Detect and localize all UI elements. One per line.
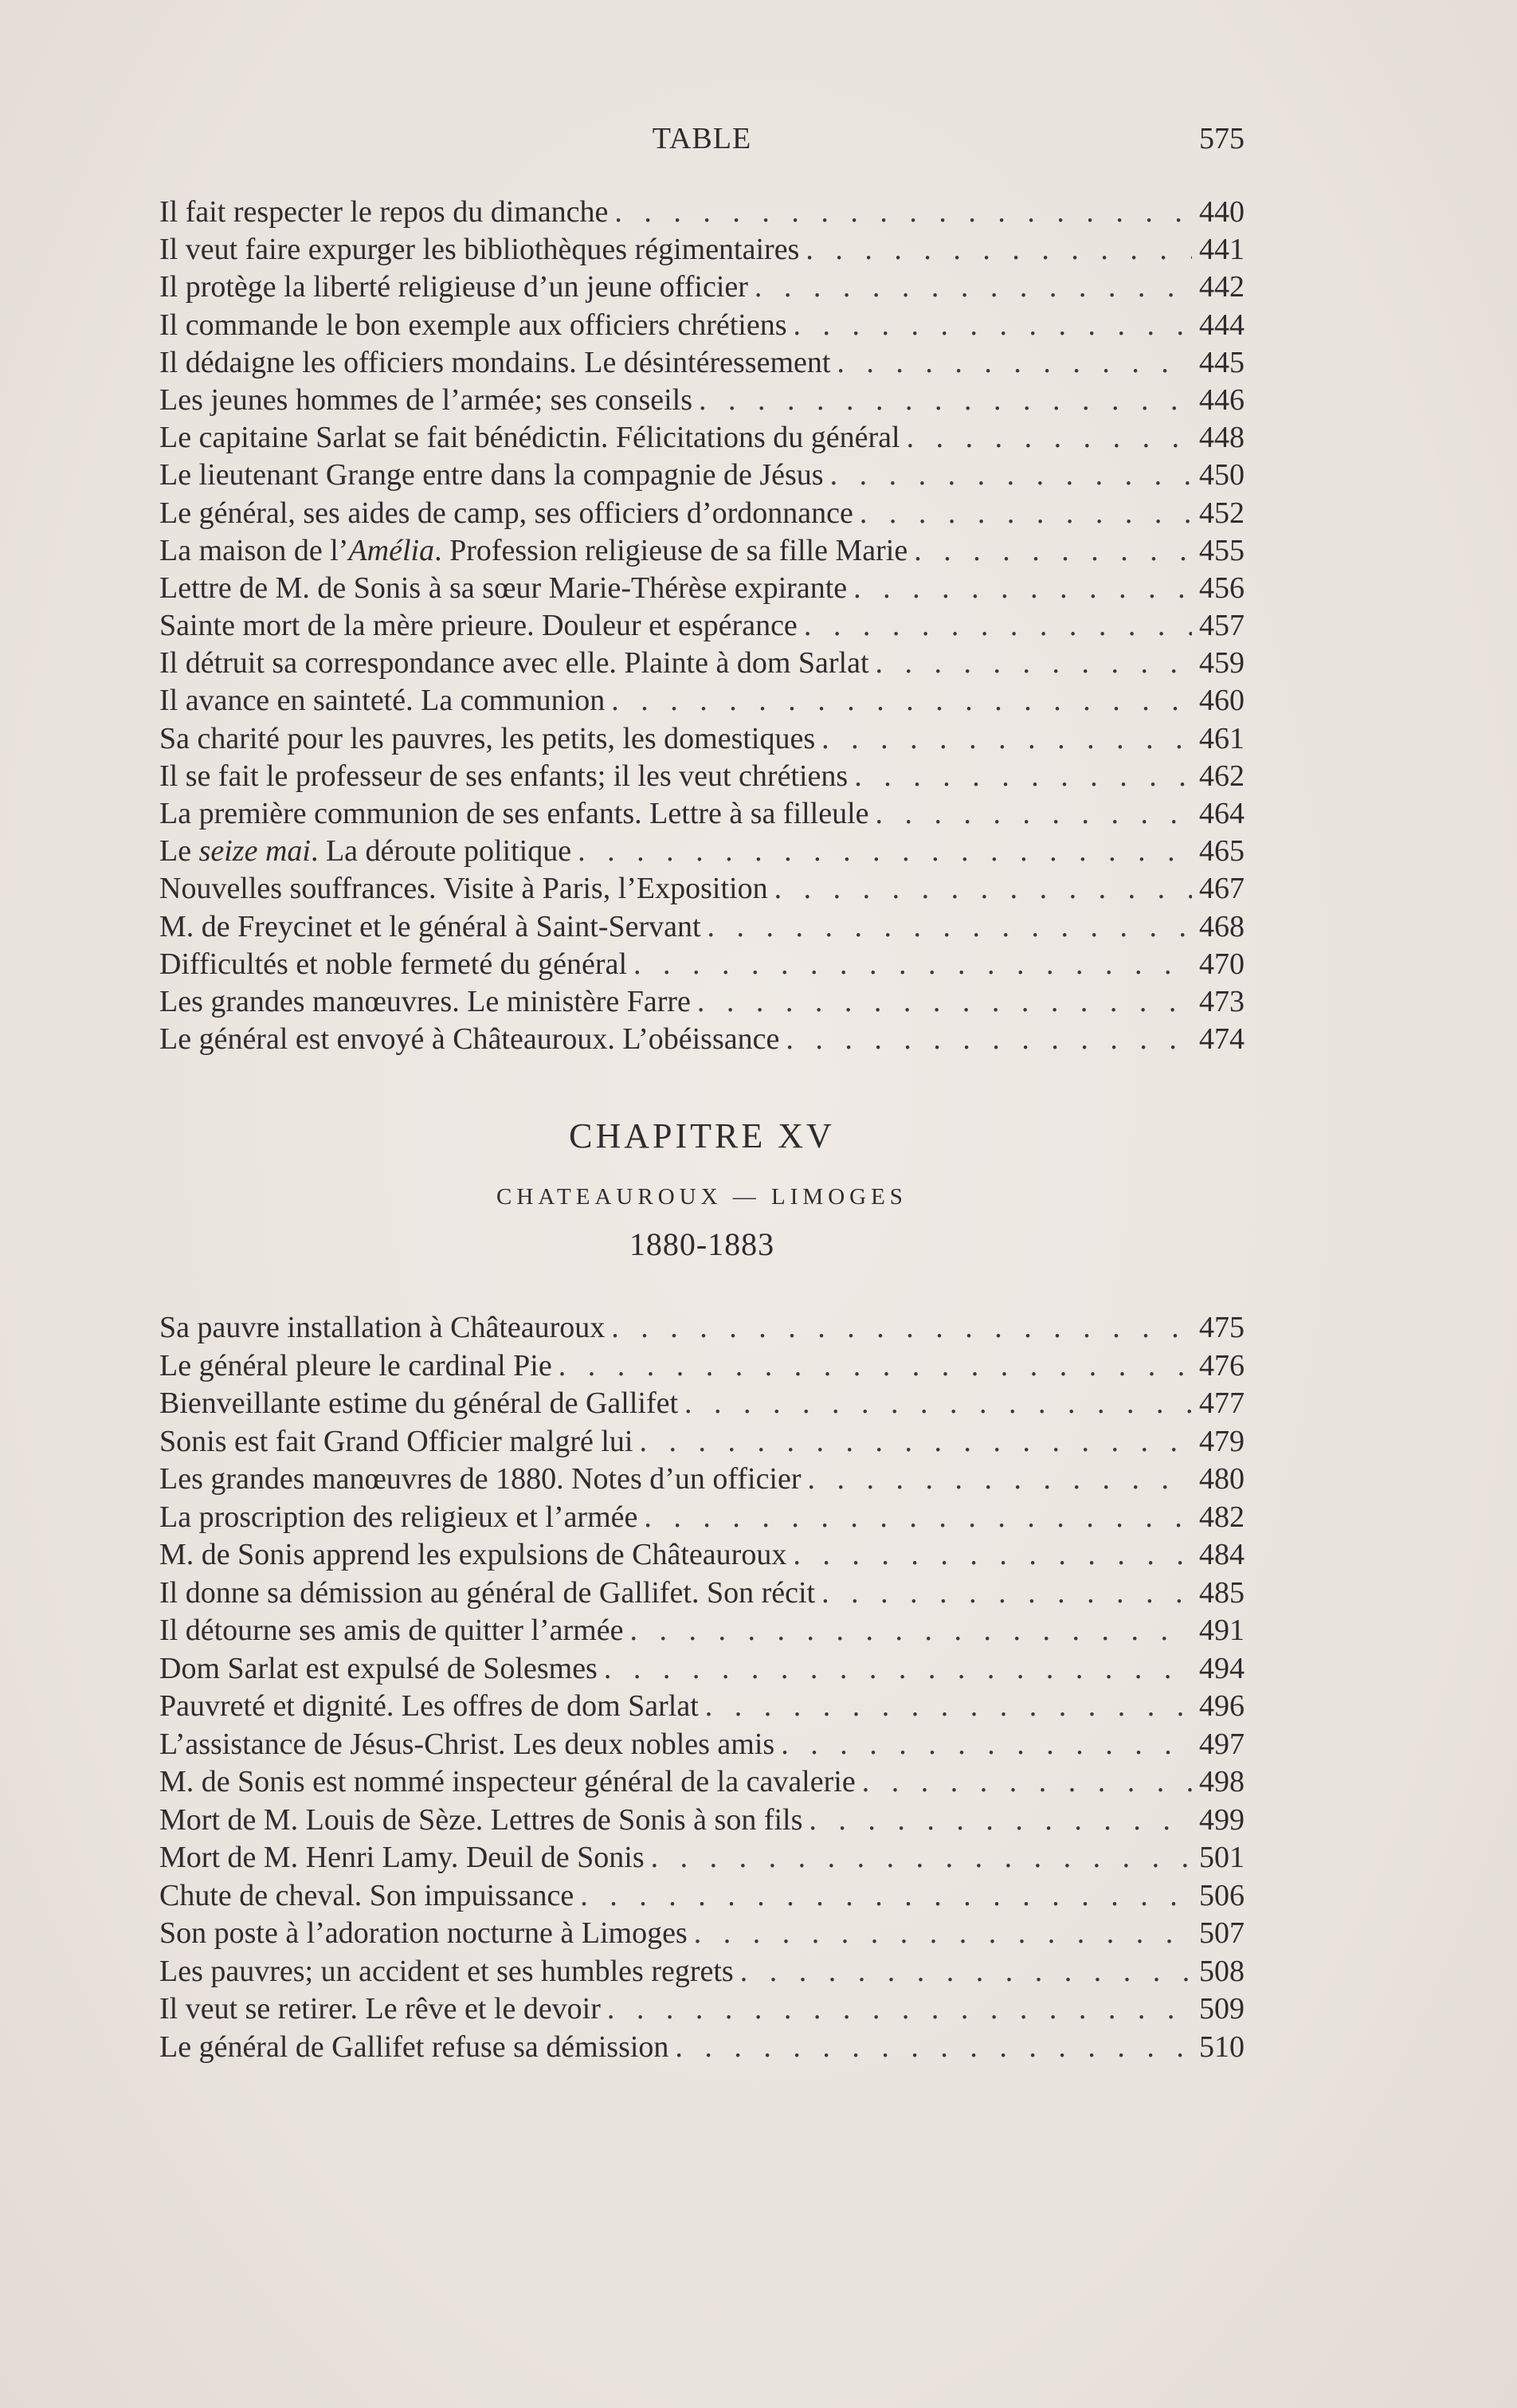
toc-leader bbox=[692, 382, 1192, 419]
toc-leader bbox=[633, 1423, 1192, 1461]
toc-leader bbox=[786, 1536, 1192, 1574]
toc-entry-title: Les jeunes hommes de l’armée; ses conseils bbox=[159, 382, 693, 417]
toc-entry bbox=[159, 983, 1245, 1021]
toc-entry bbox=[159, 382, 1245, 419]
toc-entry-title: Bienveillante estime du général de Gallifet bbox=[159, 1386, 679, 1420]
toc-leader bbox=[856, 1763, 1192, 1801]
toc-leader bbox=[815, 1575, 1192, 1612]
toc-entry-title-italic: Amélia bbox=[348, 533, 435, 567]
toc-entry-page: 457 bbox=[1199, 609, 1245, 643]
toc-leader bbox=[552, 1347, 1192, 1385]
toc-entry-title: Il protège la liberté religieuse d’un jeune officier bbox=[159, 270, 748, 304]
toc-entry bbox=[159, 2029, 1245, 2067]
toc-entry bbox=[159, 269, 1245, 306]
toc-entry-title: M. de Sonis est nommé inspecteur général de la cavalerie bbox=[159, 1765, 856, 1798]
toc-leader bbox=[787, 307, 1193, 344]
toc-entry bbox=[159, 1915, 1245, 1953]
toc-leader bbox=[869, 645, 1192, 682]
toc-entry bbox=[159, 1461, 1245, 1499]
toc-entry-title-text: . La déroute politique bbox=[310, 834, 572, 869]
toc-leader bbox=[699, 1688, 1192, 1725]
toc-leader bbox=[869, 795, 1192, 833]
toc-entry-title: Il se fait le professeur de ses enfants; il les veut chrétiens bbox=[159, 759, 849, 793]
toc-entry-page: 473 bbox=[1199, 984, 1245, 1018]
toc-entry-page: 476 bbox=[1199, 1348, 1245, 1382]
toc-entry-title: Sonis est fait Grand Officier malgré lui bbox=[159, 1424, 633, 1458]
toc-leader bbox=[900, 419, 1192, 457]
chapter-heading: CHAPITRE XV bbox=[569, 1116, 835, 1155]
toc-entry-title: Nouvelles souffrances. Visite à Paris, l’Exposition bbox=[159, 872, 768, 906]
toc-entry-title: Le général, ses aides de camp, ses officiers d’ordonnance bbox=[159, 496, 853, 530]
toc-entry-title: L’assistance de Jésus-Christ. Les deux nobles amis bbox=[159, 1727, 775, 1761]
toc-entry-page: 441 bbox=[1199, 233, 1245, 267]
toc-entry bbox=[159, 758, 1245, 795]
toc-entry bbox=[159, 1536, 1245, 1575]
toc-entry-page: 450 bbox=[1199, 458, 1245, 492]
toc-entry-page: 470 bbox=[1199, 947, 1245, 981]
toc-entry bbox=[159, 457, 1245, 494]
toc-leader bbox=[637, 1499, 1192, 1536]
toc-entry bbox=[159, 1612, 1245, 1650]
toc-entry-title: Sainte mort de la mère prieure. Douleur et espérance bbox=[159, 609, 798, 643]
toc-entry bbox=[159, 1385, 1245, 1423]
toc-entry-page: 456 bbox=[1199, 571, 1245, 605]
toc-leader bbox=[598, 1650, 1192, 1688]
toc-entry-page: 484 bbox=[1199, 1538, 1245, 1571]
toc-entry-page: 508 bbox=[1199, 1954, 1245, 1988]
toc-entry-page: 480 bbox=[1199, 1462, 1245, 1496]
toc-entry-title: Il détruit sa correspondance avec elle. Plainte à dom Sarlat bbox=[159, 646, 869, 680]
toc-entry bbox=[159, 1953, 1245, 1991]
toc-entry-page: 497 bbox=[1199, 1727, 1245, 1761]
toc-entry-title: M. de Sonis apprend les expulsions de Châteauroux bbox=[159, 1538, 787, 1571]
toc-entry bbox=[159, 1309, 1245, 1347]
running-head bbox=[159, 121, 1245, 169]
toc-entry-page: 475 bbox=[1199, 1311, 1245, 1344]
toc-entry bbox=[159, 908, 1245, 946]
toc-entry-title: Les grandes manœuvres. Le ministère Farre bbox=[159, 984, 691, 1018]
toc-entry-page: 459 bbox=[1199, 646, 1245, 680]
toc-leader bbox=[605, 1309, 1192, 1347]
toc-entry bbox=[159, 194, 1245, 231]
toc-entry-title: Il commande le bon exemple aux officiers chrétiens bbox=[159, 308, 787, 342]
toc-entry-title: Dom Sarlat est expulsé de Solesmes bbox=[159, 1651, 598, 1685]
toc-entry-page: 461 bbox=[1199, 721, 1245, 755]
toc-entry-page: 460 bbox=[1199, 684, 1245, 718]
toc-leader bbox=[799, 231, 1192, 269]
toc-entry-page: 442 bbox=[1199, 270, 1245, 304]
toc-entry bbox=[159, 645, 1245, 682]
toc-entry-page: 455 bbox=[1199, 533, 1245, 567]
chapter-years: 1880-1883 bbox=[629, 1226, 775, 1262]
toc-entry-title: Mort de M. Henri Lamy. Deuil de Sonis bbox=[159, 1841, 645, 1874]
toc-entry bbox=[159, 607, 1245, 645]
toc-entry bbox=[159, 1499, 1245, 1537]
toc-entry-title bbox=[159, 833, 571, 870]
toc-entry-title: Le général est envoyé à Châteauroux. L’obéissance bbox=[159, 1022, 780, 1057]
toc-entry bbox=[159, 344, 1245, 382]
toc-entry-title: Chute de cheval. Son impuissance bbox=[159, 1878, 574, 1912]
toc-leader bbox=[774, 1726, 1192, 1763]
toc-entry-title: Mort de M. Louis de Sèze. Lettres de Sonis à son fils bbox=[159, 1802, 803, 1837]
toc-entry bbox=[159, 1688, 1245, 1726]
toc-leader bbox=[701, 908, 1192, 946]
toc-entry-title: Le lieutenant Grange entre dans la compagnie de Jésus bbox=[159, 458, 824, 492]
toc-leader bbox=[571, 833, 1192, 870]
toc-leader bbox=[688, 1915, 1192, 1952]
toc-leader bbox=[605, 682, 1192, 720]
toc-entry-page: 501 bbox=[1199, 1841, 1245, 1874]
toc-leader bbox=[802, 1802, 1192, 1839]
toc-entry bbox=[159, 833, 1245, 870]
toc-entry-page: 452 bbox=[1199, 496, 1245, 530]
toc-entry-title: Difficultés et noble fermeté du général bbox=[159, 947, 627, 981]
toc-entry-page: 491 bbox=[1199, 1614, 1245, 1647]
toc-entry-page: 464 bbox=[1199, 797, 1245, 830]
toc-entry-title: Il fait respecter le repos du dimanche bbox=[159, 195, 609, 229]
toc-leader bbox=[601, 1990, 1192, 2028]
toc-leader bbox=[668, 2029, 1192, 2066]
toc-entry bbox=[159, 1990, 1245, 2029]
toc-entry-title: M. de Freycinet et le général à Saint-Servant bbox=[159, 909, 701, 943]
toc-entry-title bbox=[159, 532, 907, 570]
toc-leader bbox=[608, 194, 1192, 231]
toc-leader bbox=[798, 607, 1192, 645]
toc-leader bbox=[691, 983, 1192, 1021]
toc-entry-title-italic: seize mai bbox=[198, 834, 311, 869]
toc-entry-title: Il donne sa démission au général de Gallifet. Son récit bbox=[159, 1575, 816, 1610]
toc-entry-title: Sa charité pour les pauvres, les petits, les domestiques bbox=[159, 721, 816, 755]
toc-entry-title: Il veut faire expurger les bibliothèques régimentaires bbox=[159, 233, 800, 267]
toc-entry-page: 440 bbox=[1199, 195, 1245, 229]
toc-entry-page: 494 bbox=[1199, 1651, 1245, 1685]
toc-entry-title: Les grandes manœuvres de 1880. Notes d’un officier bbox=[159, 1462, 802, 1496]
toc-leader bbox=[623, 1612, 1192, 1649]
toc-entry-title: Pauvreté et dignité. Les offres de dom Sarlat bbox=[159, 1689, 699, 1723]
toc-entry bbox=[159, 1347, 1245, 1386]
toc-entry bbox=[159, 495, 1245, 532]
toc-entry-page: 448 bbox=[1199, 421, 1245, 455]
toc-entry bbox=[159, 946, 1245, 983]
toc-entry-page: 506 bbox=[1199, 1878, 1245, 1912]
toc-entry-page: 482 bbox=[1199, 1500, 1245, 1534]
toc-entry bbox=[159, 1802, 1245, 1840]
toc-entry-page: 507 bbox=[1199, 1916, 1245, 1950]
toc-entry bbox=[159, 870, 1245, 908]
toc-leader bbox=[779, 1021, 1192, 1058]
toc-entry-page: 510 bbox=[1199, 2030, 1245, 2064]
toc-entry bbox=[159, 1726, 1245, 1764]
toc-entry bbox=[159, 682, 1245, 720]
toc-entry-title: Sa pauvre installation à Châteauroux bbox=[159, 1311, 606, 1344]
toc-entry-title: Il avance en sainteté. La communion bbox=[159, 684, 606, 718]
page-number: 575 bbox=[1199, 122, 1245, 155]
toc-entry-page: 477 bbox=[1199, 1386, 1245, 1420]
toc-entry bbox=[159, 231, 1245, 269]
toc-entry-page: 496 bbox=[1199, 1689, 1245, 1723]
toc-entry-title: Il veut se retirer. Le rêve et le devoir bbox=[159, 1992, 601, 2026]
toc-leader bbox=[748, 269, 1192, 306]
toc-leader bbox=[847, 570, 1192, 607]
toc-entry bbox=[159, 1650, 1245, 1688]
toc-leader bbox=[824, 457, 1192, 494]
toc-entry bbox=[159, 795, 1245, 833]
toc-leader bbox=[627, 946, 1192, 983]
chapter-subtitle: CHATEAUROUX — LIMOGES bbox=[496, 1184, 907, 1210]
toc-entry-title-text: La maison de l’ bbox=[159, 533, 349, 567]
toc-leader bbox=[815, 720, 1192, 758]
toc-entry bbox=[159, 532, 1245, 570]
toc-entry-title: Il détourne ses amis de quitter l’armée bbox=[159, 1614, 624, 1647]
toc-entry bbox=[159, 419, 1245, 457]
toc-entry-page: 465 bbox=[1199, 834, 1245, 869]
toc-entry-title-text: Le bbox=[159, 834, 199, 869]
toc-entry bbox=[159, 1423, 1245, 1461]
toc-entry-page: 445 bbox=[1199, 345, 1245, 379]
toc-list-continued bbox=[159, 194, 1245, 1058]
toc-entry-title-text: . Profession religieuse de sa fille Marie bbox=[434, 533, 908, 567]
toc-entry-page: 498 bbox=[1199, 1765, 1245, 1798]
toc-entry-title: La première communion de ses enfants. Lettre à sa filleule bbox=[159, 797, 869, 830]
toc-entry bbox=[159, 1021, 1245, 1058]
toc-leader bbox=[830, 344, 1192, 382]
toc-entry-page: 485 bbox=[1199, 1575, 1245, 1610]
toc-entry-title: Le général pleure le cardinal Pie bbox=[159, 1348, 552, 1382]
toc-entry bbox=[159, 720, 1245, 758]
toc-entry-page: 444 bbox=[1199, 308, 1245, 342]
toc-entry-page: 467 bbox=[1199, 872, 1245, 906]
toc-leader bbox=[574, 1877, 1192, 1915]
toc-entry bbox=[159, 1839, 1245, 1877]
toc-entry-title: Il dédaigne les officiers mondains. Le désintéressement bbox=[159, 345, 831, 379]
toc-leader bbox=[678, 1385, 1192, 1422]
toc-entry-title: Les pauvres; un accident et ses humbles regrets bbox=[159, 1954, 734, 1988]
toc-entry-page: 479 bbox=[1199, 1424, 1245, 1458]
toc-list-chapter-xv bbox=[159, 1309, 1245, 2066]
toc-entry-title: Le général de Gallifet refuse sa démission bbox=[159, 2030, 669, 2064]
toc-entry-title: Le capitaine Sarlat se fait bénédictin. Félicitations du général bbox=[159, 421, 900, 455]
toc-entry bbox=[159, 1877, 1245, 1916]
toc-leader bbox=[848, 758, 1192, 795]
toc-entry bbox=[159, 570, 1245, 607]
toc-entry-page: 474 bbox=[1199, 1022, 1245, 1057]
toc-entry-title: Lettre de M. de Sonis à sa sœur Marie-Thérèse expirante bbox=[159, 571, 848, 605]
toc-entry-page: 468 bbox=[1199, 909, 1245, 943]
toc-entry-page: 499 bbox=[1199, 1802, 1245, 1837]
toc-leader bbox=[734, 1953, 1192, 1990]
toc-entry bbox=[159, 1763, 1245, 1802]
toc-leader bbox=[645, 1839, 1192, 1877]
toc-entry bbox=[159, 1575, 1245, 1613]
running-title: TABLE bbox=[652, 122, 752, 155]
toc-entry-title: La proscription des religieux et l’armée bbox=[159, 1500, 638, 1534]
toc-leader bbox=[853, 495, 1192, 532]
toc-leader bbox=[802, 1461, 1192, 1498]
toc-entry-page: 446 bbox=[1199, 382, 1245, 417]
toc-entry bbox=[159, 307, 1245, 344]
toc-leader bbox=[768, 870, 1192, 908]
toc-entry-title: Son poste à l’adoration nocturne à Limoges bbox=[159, 1916, 688, 1950]
toc-leader bbox=[907, 532, 1192, 570]
toc-entry-page: 462 bbox=[1199, 759, 1245, 793]
toc-entry-page: 509 bbox=[1199, 1992, 1245, 2026]
